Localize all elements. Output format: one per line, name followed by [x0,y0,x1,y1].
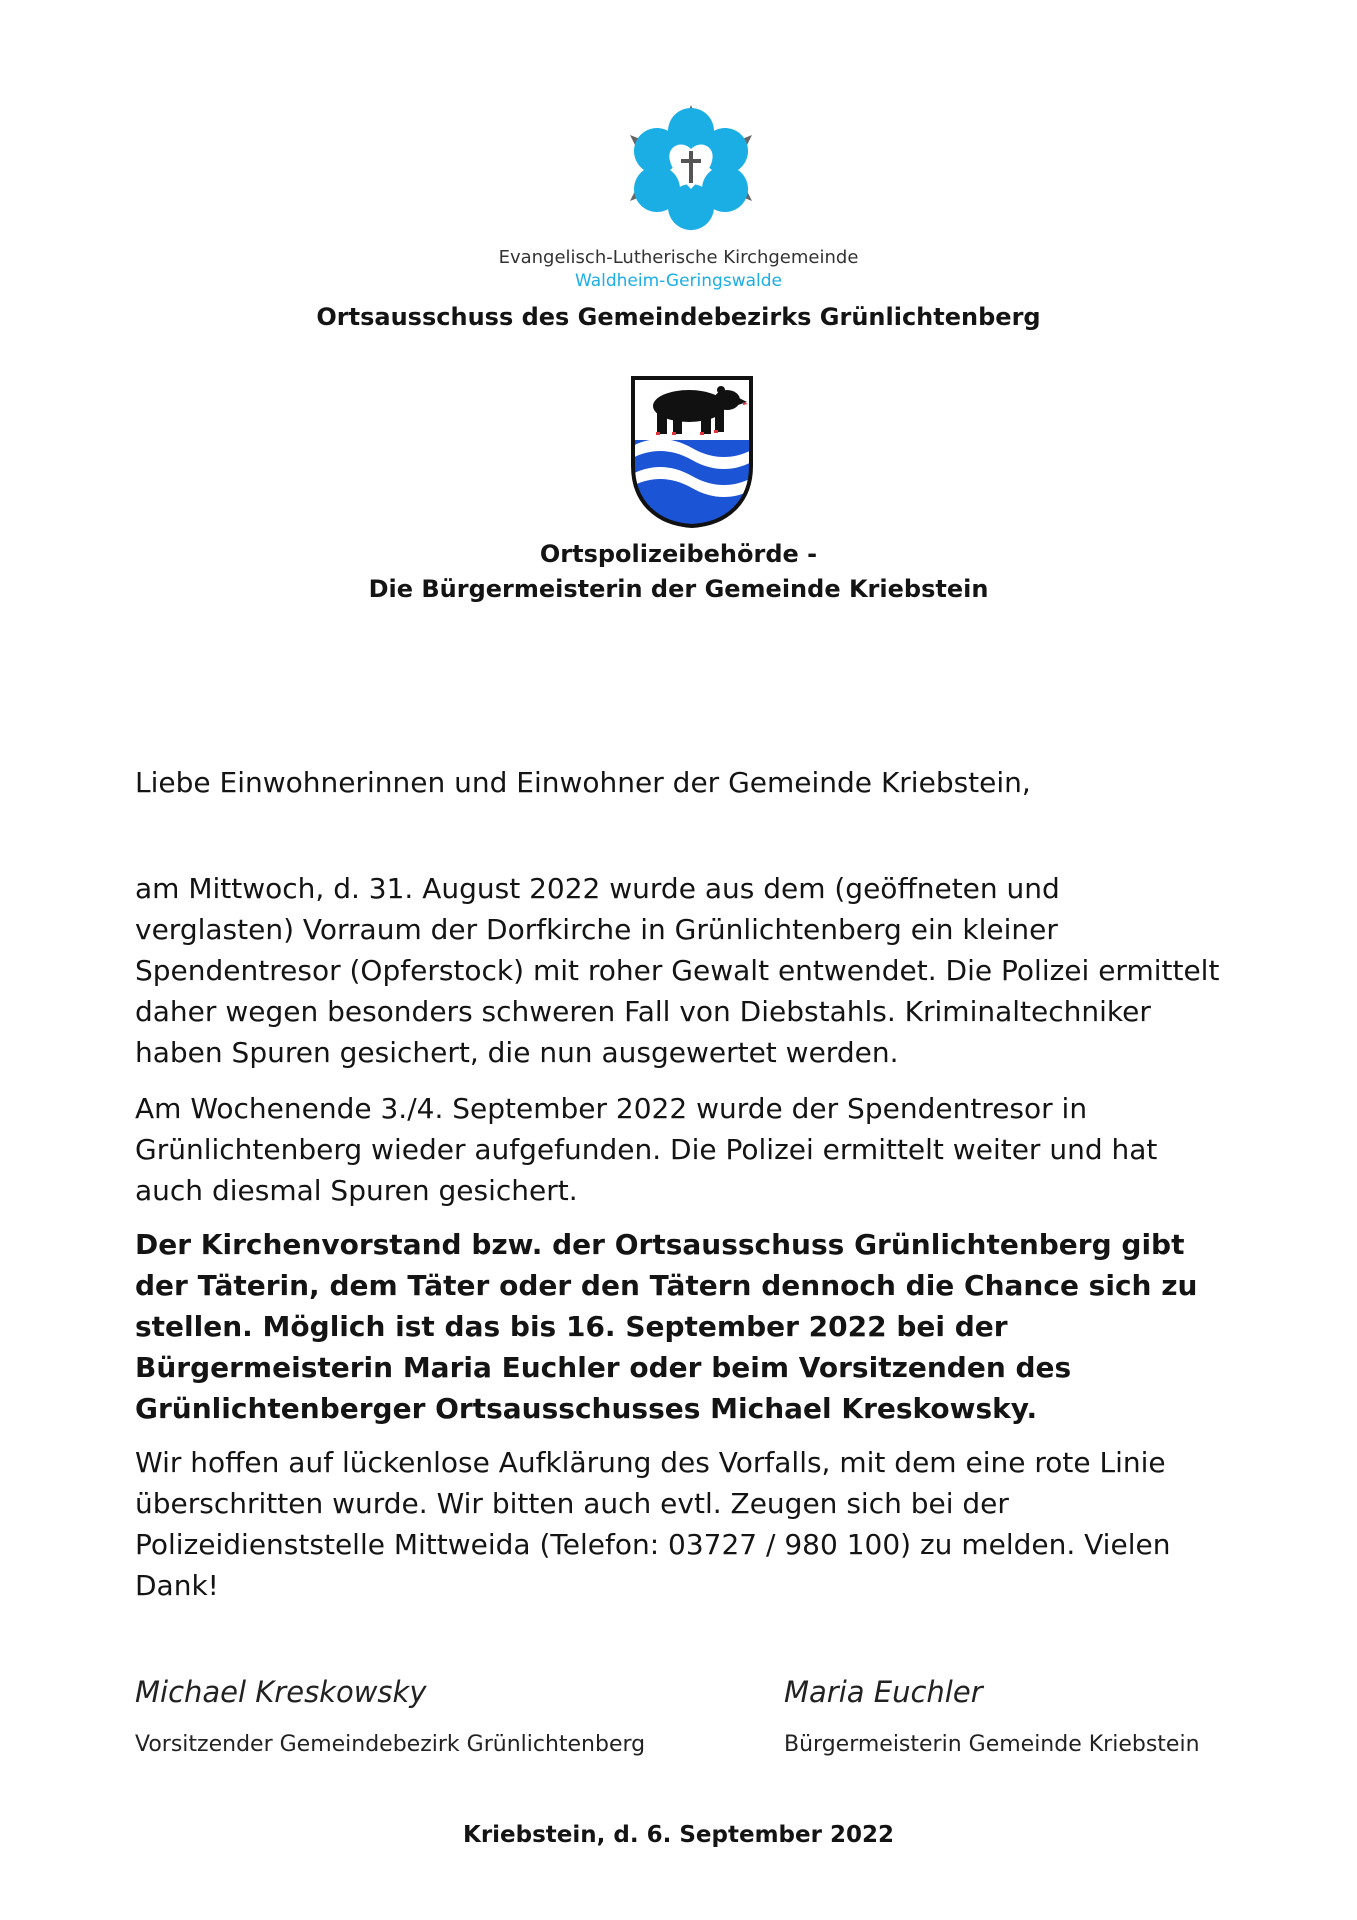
paragraph-3-bold: Der Kirchenvorstand bzw. der Ortsausschuss Grünlichtenberg gibt der Täterin, dem Täter oder den Tätern dennoch die Chance sich zu stellen. Möglich ist das bis 16. September 2022 bei der Bürgermeisterin Maria Euchler oder beim Vorsitzenden des Grünlichtenberger Ortsausschusses Michael Kreskowsky. [135,1228,1198,1425]
church-name: Evangelisch-Lutherische Kirchgemeinde [498,247,859,268]
date-line: Kriebstein, d. 6. September 2022 [463,1822,894,1848]
authority-title-line1: Ortspolizeibehörde - [539,540,818,568]
signature-left-name: Michael Kreskowsky [135,1675,427,1709]
paragraph-4: Wir hoffen auf lückenlose Aufklärung des Vorfalls, mit dem eine rote Linie überschritten wurde. Wir bitten auch evtl. Zeugen sich bei der Polizeidienststelle Mittweida (Telefon: 03727 / 980 100) zu melden. Vielen Dank! [135,1446,1171,1602]
church-subtitle: Waldheim-Geringswalde [575,271,782,291]
signature-left-role: Vorsitzender Gemeindebezirk Grünlichtenberg [135,1732,646,1757]
paragraph-2: Am Wochenende 3./4. September 2022 wurde der Spendentresor in Grünlichtenberg wieder aufgefunden. Die Polizei ermittelt weiter und hat auch diesmal Spuren gesichert. [135,1092,1158,1207]
signature-right-name: Maria Euchler [784,1675,983,1709]
paragraph-1: am Mittwoch, d. 31. August 2022 wurde aus dem (geöffneten und verglasten) Vorraum der Dorfkirche in Grünlichtenberg ein kleiner Spendentresor (Opferstock) mit roher Gewalt entwendet. Die Polizei ermittelt daher wegen besonders schweren Fall von Diebstahls. Kriminaltechniker haben Spuren gesichert, die nun ausgewertet werden. [135,872,1220,1069]
authority-title-line2: Die Bürgermeisterin der Gemeinde Kriebstein [368,575,989,603]
committee-title: Ortsausschuss des Gemeindebezirks Grünlichtenberg [316,303,1041,331]
bear-coat-of-arms [629,374,755,529]
signature-right-role: Bürgermeisterin Gemeinde Kriebstein [784,1732,1200,1757]
greeting: Liebe Einwohnerinnen und Einwohner der Gemeinde Kriebstein, [135,766,1031,799]
luther-rose-logo [626,103,756,233]
